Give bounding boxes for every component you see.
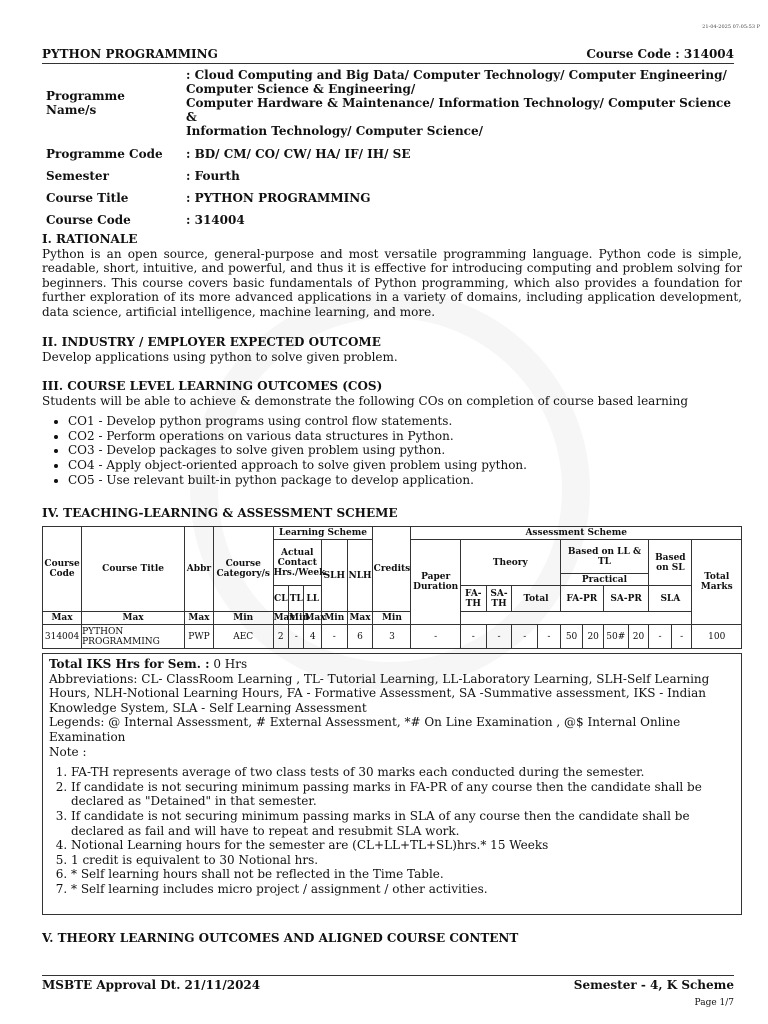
th-sla: SLA	[649, 586, 692, 612]
programme-value	[182, 66, 742, 140]
section-heading: V. THEORY LEARNING OUTCOMES AND ALIGNED COURSE CONTENT	[42, 931, 519, 945]
programme-line: Computer Hardware & Maintenance/ Information Technology/ Computer Science &	[186, 96, 731, 124]
th-max: Max	[43, 612, 82, 625]
list-item: 1. FA-TH represents average of two class tests of 30 marks each conducted during the semester.	[71, 765, 735, 780]
th-course-title: Course Title	[82, 527, 185, 612]
table-cell: -	[538, 625, 561, 649]
page-number: Page 1/7	[694, 998, 734, 1008]
th-abbr: Abbr	[185, 527, 214, 612]
th-ll: LL	[304, 586, 322, 612]
programme-line: : Cloud Computing and Big Data/ Computer Technology/ Computer Engineering/	[186, 68, 727, 82]
programme-row	[42, 209, 742, 229]
table-cell: 4	[304, 625, 322, 649]
th-assessment-scheme: Assessment Scheme	[411, 527, 742, 540]
section-heading: III. COURSE LEVEL LEARNING OUTCOMES (COS)	[42, 379, 383, 393]
programme-value: : Fourth	[186, 169, 240, 183]
rationale-text: Python is an open source, general-purpose and most versatile programming language. Python code is simple, readable, short, intuitive, and powerful, and thus it is effective for introducing computing and problem solving for beginners. This course covers basic fundamentals of Python programming, which also provides a foundation for further exploration of its more advanced applications in a variety of domains, including application development, data science, artificial intelligence, machine learning, and more.	[42, 246, 742, 319]
list-item: • CO3 - Develop packages to solve given problem using python.	[68, 443, 742, 458]
list-item: • CO2 - Perform operations on various data structures in Python.	[68, 429, 742, 444]
cos-section	[42, 379, 742, 487]
table-row	[43, 625, 742, 649]
programme-line: Computer Science & Engineering/	[186, 82, 416, 96]
list-item: 2. If candidate is not securing minimum passing marks in FA-PR of any course then the candidate shall be declared as "Detained" in that semester.	[71, 780, 735, 809]
list-item: 5. 1 credit is equivalent to 30 Notional hrs.	[71, 853, 735, 868]
list-item: 6. * Self learning hours shall not be reflected in the Time Table.	[71, 867, 735, 882]
page-header	[42, 47, 734, 64]
th-based-ll-tl: Based on LL & TL	[560, 540, 649, 574]
cos-list	[42, 414, 742, 487]
cos-intro: Students will be able to achieve & demonstrate the following COs on completion of course based learning	[42, 393, 689, 408]
th-min: Min	[213, 612, 273, 625]
th-min: Min	[373, 612, 411, 625]
th-max: Max	[347, 612, 373, 625]
table-cell: -	[486, 625, 512, 649]
th-theory: Theory	[460, 540, 560, 586]
header-course-name: PYTHON PROGRAMMING	[42, 47, 218, 61]
th-slh: SLH	[321, 540, 347, 612]
programme-row	[42, 140, 742, 165]
programme-value: : PYTHON PROGRAMMING	[186, 191, 371, 205]
footer-scheme: Semester - 4, K Scheme	[573, 978, 734, 992]
table-cell: -	[512, 625, 538, 649]
table-cell: 314004	[43, 625, 82, 649]
section-heading: IV. TEACHING-LEARNING & ASSESSMENT SCHEME	[42, 506, 398, 520]
th-paper-duration: Paper Duration	[411, 540, 460, 625]
list-item: 3. If candidate is not securing minimum passing marks in SLA of any course then the candidate shall be declared as fail and will have to repeat and resubmit SLA work.	[71, 809, 735, 838]
section-heading: I. RATIONALE	[42, 232, 138, 246]
th-max: Max	[273, 613, 295, 623]
programme-key: Programme Name/s	[46, 89, 125, 117]
footer-approval: MSBTE Approval Dt. 21/11/2024	[42, 978, 261, 992]
rationale-section	[42, 232, 742, 320]
list-item: 4. Notional Learning hours for the semester are (CL+LL+TL+SL)hrs.* 15 Weeks	[71, 838, 735, 853]
legends-text: Legends: @ Internal Assessment, # External Assessment, *# On Line Examination , @$ Internal Online Examination	[49, 715, 681, 744]
th-tl: TL	[289, 586, 304, 612]
programme-key: Programme Code	[46, 147, 163, 161]
table-cell: PYTHON PROGRAMMING	[82, 625, 185, 649]
programme-key: Course Title	[46, 191, 129, 205]
theory-section	[42, 931, 742, 946]
table-cell: PWP	[185, 625, 214, 649]
table-cell: 100	[692, 625, 742, 649]
table-cell: -	[289, 625, 304, 649]
th-max: Max	[185, 612, 214, 625]
table-cell: 50#	[603, 625, 628, 649]
th-max: Max	[304, 613, 326, 623]
list-item: • CO5 - Use relevant built-in python package to develop application.	[68, 473, 742, 488]
th-fa-th: FA-TH	[460, 586, 486, 612]
table-cell: AEC	[213, 625, 273, 649]
abbreviations-text: Abbreviations: CL- ClassRoom Learning , TL- Tutorial Learning, LL-Laboratory Learning, SLH-Self Learning Hours, NLH-Notional Learning Hours, FA - Formative Assessment, SA -Summative assessment, IKS - Indian Knowledge System, SLA - Self Learning Assessment	[49, 671, 710, 715]
th-total-marks: Total Marks	[692, 540, 742, 625]
assessment-scheme-table	[42, 526, 742, 649]
th-cl: CL	[273, 586, 288, 612]
programme-row	[42, 165, 742, 187]
note-label: Note :	[49, 744, 87, 759]
table-cell: 6	[347, 625, 373, 649]
th-course-code: Course Code	[43, 527, 82, 612]
programme-key: Course Code	[46, 213, 131, 227]
programme-value: : BD/ CM/ CO/ CW/ HA/ IF/ IH/ SE	[186, 147, 411, 161]
th-max: Max	[82, 612, 185, 625]
list-item: 7. * Self learning includes micro project / assignment / other activities.	[71, 882, 735, 897]
th-total: Total	[512, 586, 560, 612]
programme-row	[42, 66, 742, 140]
table-cell: -	[460, 625, 486, 649]
notes-box	[42, 653, 742, 915]
iks-value: 0 Hrs	[209, 657, 248, 671]
table-cell: 20	[583, 625, 604, 649]
table-cell: -	[671, 625, 692, 649]
th-learning-scheme: Learning Scheme	[273, 527, 373, 540]
list-item: • CO4 - Apply object-oriented approach to solve given problem using python.	[68, 458, 742, 473]
table-cell: 20	[628, 625, 649, 649]
section-heading: II. INDUSTRY / EMPLOYER EXPECTED OUTCOME	[42, 335, 381, 349]
programme-row	[42, 187, 742, 209]
table-cell: -	[649, 625, 672, 649]
programme-info-table	[42, 66, 742, 229]
th-credits: Credits	[373, 527, 411, 612]
th-practical: Practical	[560, 574, 649, 586]
scheme-section	[42, 506, 742, 521]
table-cell: -	[321, 625, 347, 649]
programme-value: : 314004	[186, 213, 245, 227]
th-sa-pr: SA-PR	[603, 586, 648, 612]
programme-key: Semester	[46, 169, 109, 183]
industry-section	[42, 335, 742, 364]
notes-list	[49, 765, 735, 896]
table-cell: 2	[273, 625, 288, 649]
th-min: Min	[289, 613, 309, 623]
programme-line: Information Technology/ Computer Science/	[186, 124, 483, 138]
header-course-code: Course Code : 314004	[586, 47, 734, 61]
iks-line	[49, 657, 735, 672]
table-cell: 3	[373, 625, 411, 649]
page-footer	[42, 975, 734, 992]
industry-text: Develop applications using python to solve given problem.	[42, 349, 398, 364]
th-fa-pr: FA-PR	[560, 586, 603, 612]
iks-label: Total IKS Hrs for Sem. :	[49, 657, 210, 671]
list-item: • CO1 - Develop python programs using control flow statements.	[68, 414, 742, 429]
th-sa-th: SA-TH	[486, 586, 512, 612]
th-based-sl: Based on SL	[649, 540, 692, 586]
th-actual-contact: Actual Contact Hrs./Week	[273, 540, 321, 586]
th-min: Min	[321, 612, 347, 625]
table-cell: 50	[560, 625, 583, 649]
th-category: Course Category/s	[213, 527, 273, 612]
th-nlh: NLH	[347, 540, 373, 612]
table-cell: -	[411, 625, 460, 649]
print-timestamp: 21-04-2025 07:05:53 P	[702, 24, 760, 30]
